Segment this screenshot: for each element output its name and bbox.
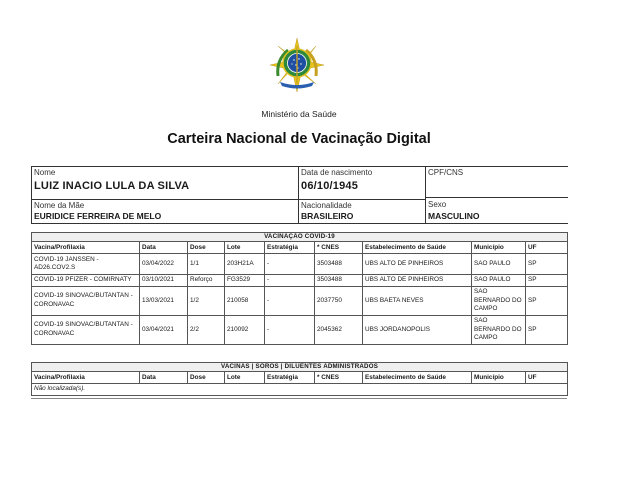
date-cell: 13/03/2021 xyxy=(140,287,188,316)
table-row xyxy=(32,384,568,396)
table-row xyxy=(32,275,568,287)
personal-info-block xyxy=(31,166,568,224)
col-header: Estratégia xyxy=(265,242,315,254)
other-header-row xyxy=(32,372,568,384)
dose-cell: Reforço xyxy=(188,275,225,287)
dose-cell: 1/1 xyxy=(188,254,225,275)
cnes-cell: 2045362 xyxy=(315,315,363,344)
lot-cell: 203H21A xyxy=(225,254,265,275)
brazil-coat-of-arms-icon xyxy=(268,36,326,94)
other-vaccines-table xyxy=(31,362,568,396)
bottom-rule xyxy=(31,398,567,399)
col-header: Lote xyxy=(225,372,265,384)
uf-cell: SP xyxy=(526,287,568,316)
mother-label: Nome da Mãe xyxy=(34,201,85,210)
col-header: Dose xyxy=(188,372,225,384)
col-header: Data xyxy=(140,242,188,254)
establishment-cell: UBS ALTO DE PINHEIROS xyxy=(363,254,472,275)
nationality-cell xyxy=(299,200,425,223)
sex-cell xyxy=(426,198,568,223)
establishment-cell: UBS ALTO DE PINHEIROS xyxy=(363,275,472,287)
col-header: Estratégia xyxy=(265,372,315,384)
col-header: Vacina/Profilaxia xyxy=(32,372,140,384)
mother-value: EURIDICE FERREIRA DE MELO xyxy=(34,211,162,221)
uf-cell: SP xyxy=(526,275,568,287)
nationality-label: Nacionalidade xyxy=(301,201,352,210)
nationality-value: BRASILEIRO xyxy=(301,211,354,221)
ministry-name: Ministério da Saúde xyxy=(261,109,337,119)
dose-cell: 2/2 xyxy=(188,315,225,344)
vaccine-cell: COVID-19 SINOVAC/BUTANTAN - CORONAVAC xyxy=(32,287,140,316)
dose-cell: 1/2 xyxy=(188,287,225,316)
cpf-cell xyxy=(426,167,568,197)
strategy-cell: - xyxy=(265,254,315,275)
covid-section-title: VACINAÇÃO COVID-19 xyxy=(32,233,568,242)
sex-label: Sexo xyxy=(428,200,447,209)
col-header: * CNES xyxy=(315,372,363,384)
col-header: Vacina/Profilaxia xyxy=(32,242,140,254)
document-title: Carteira Nacional de Vacinação Digital xyxy=(167,131,431,147)
strategy-cell: - xyxy=(265,287,315,316)
municipality-cell: SAO BERNARDO DO CAMPO xyxy=(472,287,526,316)
col-header: Estabelecimento de Saúde xyxy=(363,242,472,254)
birth-cell xyxy=(299,167,425,199)
date-cell: 03/04/2022 xyxy=(140,254,188,275)
col-header: * CNES xyxy=(315,242,363,254)
col-header: Município xyxy=(472,242,526,254)
col-header: UF xyxy=(526,242,568,254)
col-header: Dose xyxy=(188,242,225,254)
vaccine-cell: COVID-19 SINOVAC/BUTANTAN - CORONAVAC xyxy=(32,315,140,344)
table-row xyxy=(32,315,568,344)
name-value: LUIZ INACIO LULA DA SILVA xyxy=(34,180,190,192)
covid-vaccination-table xyxy=(31,232,568,345)
col-header: UF xyxy=(526,372,568,384)
cpf-label: CPF/CNS xyxy=(428,168,464,177)
cnes-cell: 3503488 xyxy=(315,275,363,287)
strategy-cell: - xyxy=(265,275,315,287)
table-row xyxy=(32,254,568,275)
name-cell xyxy=(32,167,298,199)
strategy-cell: - xyxy=(265,315,315,344)
municipality-cell: SAO PAULO xyxy=(472,254,526,275)
col-header: Lote xyxy=(225,242,265,254)
covid-header-row xyxy=(32,242,568,254)
lot-cell: FG3529 xyxy=(225,275,265,287)
establishment-cell: UBS BAETA NEVES xyxy=(363,287,472,316)
col-header: Estabelecimento de Saúde xyxy=(363,372,472,384)
municipality-cell: SAO BERNARDO DO CAMPO xyxy=(472,315,526,344)
date-cell: 03/04/2021 xyxy=(140,315,188,344)
name-label: Nome xyxy=(34,168,56,177)
col-header: Município xyxy=(472,372,526,384)
vaccine-cell: COVID-19 PFIZER - COMIRNATY xyxy=(32,275,140,287)
birth-value: 06/10/1945 xyxy=(301,180,359,192)
col-header: Data xyxy=(140,372,188,384)
vaccine-cell: COVID-19 JANSSEN - AD26.COV2.S xyxy=(32,254,140,275)
cnes-cell: 3503488 xyxy=(315,254,363,275)
sex-value: MASCULINO xyxy=(428,211,480,221)
lot-cell: 210092 xyxy=(225,315,265,344)
not-found-message: Não localizada(s). xyxy=(32,384,568,396)
lot-cell: 210058 xyxy=(225,287,265,316)
birth-label: Data de nascimento xyxy=(301,168,373,177)
uf-cell: SP xyxy=(526,315,568,344)
establishment-cell: UBS JORDANOPOLIS xyxy=(363,315,472,344)
table-row xyxy=(32,287,568,316)
cnes-cell: 2037750 xyxy=(315,287,363,316)
mother-cell xyxy=(32,200,298,223)
uf-cell: SP xyxy=(526,254,568,275)
other-section-title: VACINAS | SOROS | DILUENTES ADMINISTRADOS xyxy=(32,363,568,372)
date-cell: 03/10/2021 xyxy=(140,275,188,287)
municipality-cell: SAO PAULO xyxy=(472,275,526,287)
